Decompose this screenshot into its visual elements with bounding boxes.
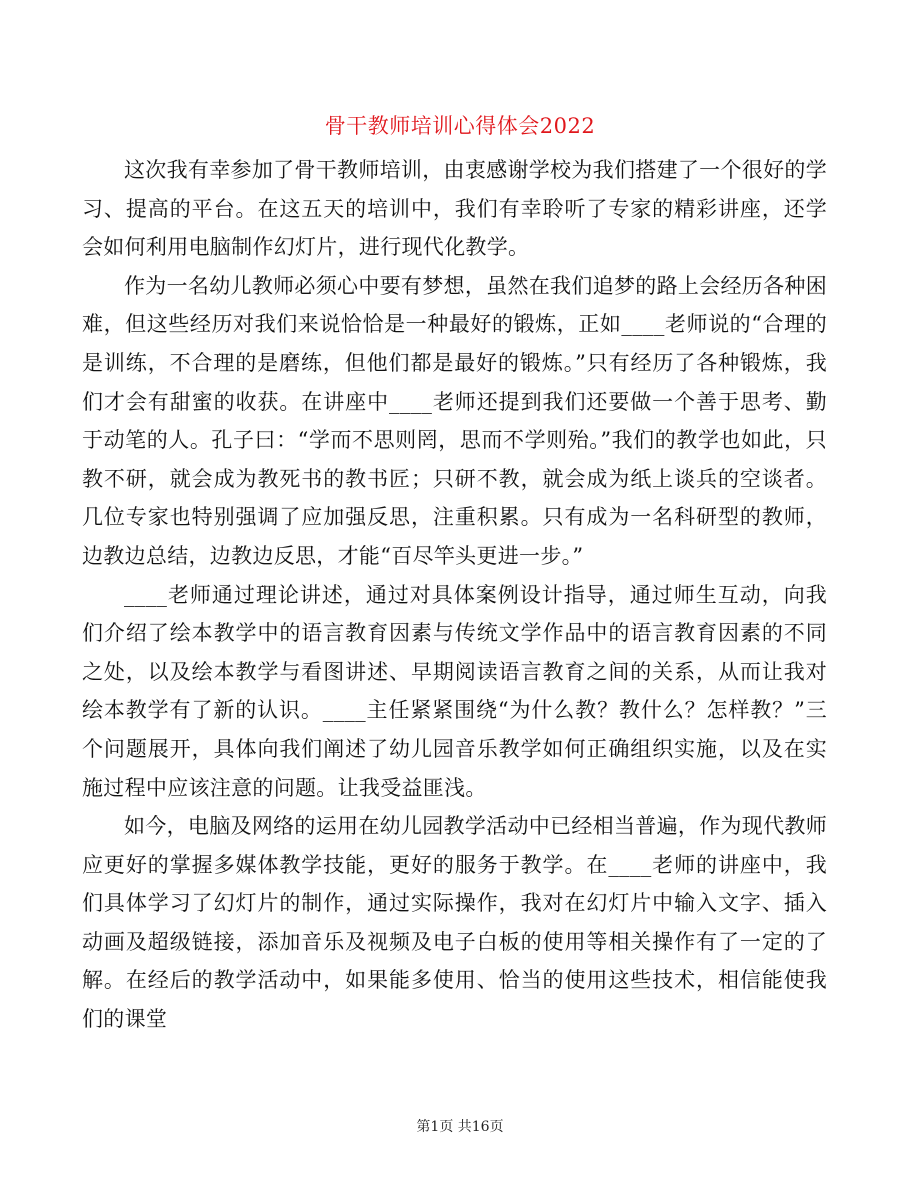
- paragraph-4: 如今，电脑及网络的运用在幼儿园教学活动中已经相当普遍，作为现代教师应更好的掌握多媒体教学技能，更好的服务于教学。在____老师的讲座中，我们具体学习了幻灯片的制作，通过实际操作，我对在幻灯片中输入文字、插入动画及超级链接，添加音乐及视频及电子白板的使用等相关操作有了一定的了解。在经后的教学活动中，如果能多使用、恰当的使用这些技术，相信能使我们的课堂: [82, 814, 827, 1032]
- paragraph-3: ____老师通过理论讲述，通过对具体案例设计指导，通过师生互动，向我们介绍了绘本教学中的语言教育因素与传统文学作品中的语言教育因素的不同之处，以及绘本教学与看图讲述、早期阅读语言教育之间的关系，从而让我对绘本教学有了新的认识。____主任紧紧围绕“为什么教？教什么？怎样教？”三个问题展开，具体向我们阐述了幼儿园音乐教学如何正确组织实施，以及在实施过程中应该注意的问题。让我受益匪浅。: [82, 582, 827, 800]
- document-body: [82, 151, 827, 1039]
- document-title: 骨干教师培训心得体会2022: [324, 114, 596, 138]
- paragraph-1: 这次我有幸参加了骨干教师培训，由衷感谢学校为我们搭建了一个很好的学习、提高的平台。在这五天的培训中，我们有幸聆听了专家的精彩讲座，还学会如何利用电脑制作幻灯片，进行现代化教学。: [82, 158, 827, 260]
- page-number-footer: 第1页 共16页: [416, 1119, 504, 1135]
- paragraph-2: 作为一名幼儿教师必须心中要有梦想，虽然在我们追梦的路上会经历各种困难，但这些经历对我们来说恰恰是一种最好的锻炼，正如____老师说的“合理的是训练，不合理的是磨练，但他们都是最好的锻炼。”只有经历了各种锻炼，我们才会有甜蜜的收获。在讲座中____老师还提到我们还要做一个善于思考、勤于动笔的人。孔子曰：“学而不思则罔，思而不学则殆。”我们的教学也如此，只教不研，就会成为教死书的教书匠；只研不教，就会成为纸上谈兵的空谈者。几位专家也特别强调了应加强反思，注重积累。只有成为一名科研型的教师，边教边总结，边教边反思，才能“百尽竿头更进一步。”: [82, 273, 827, 568]
